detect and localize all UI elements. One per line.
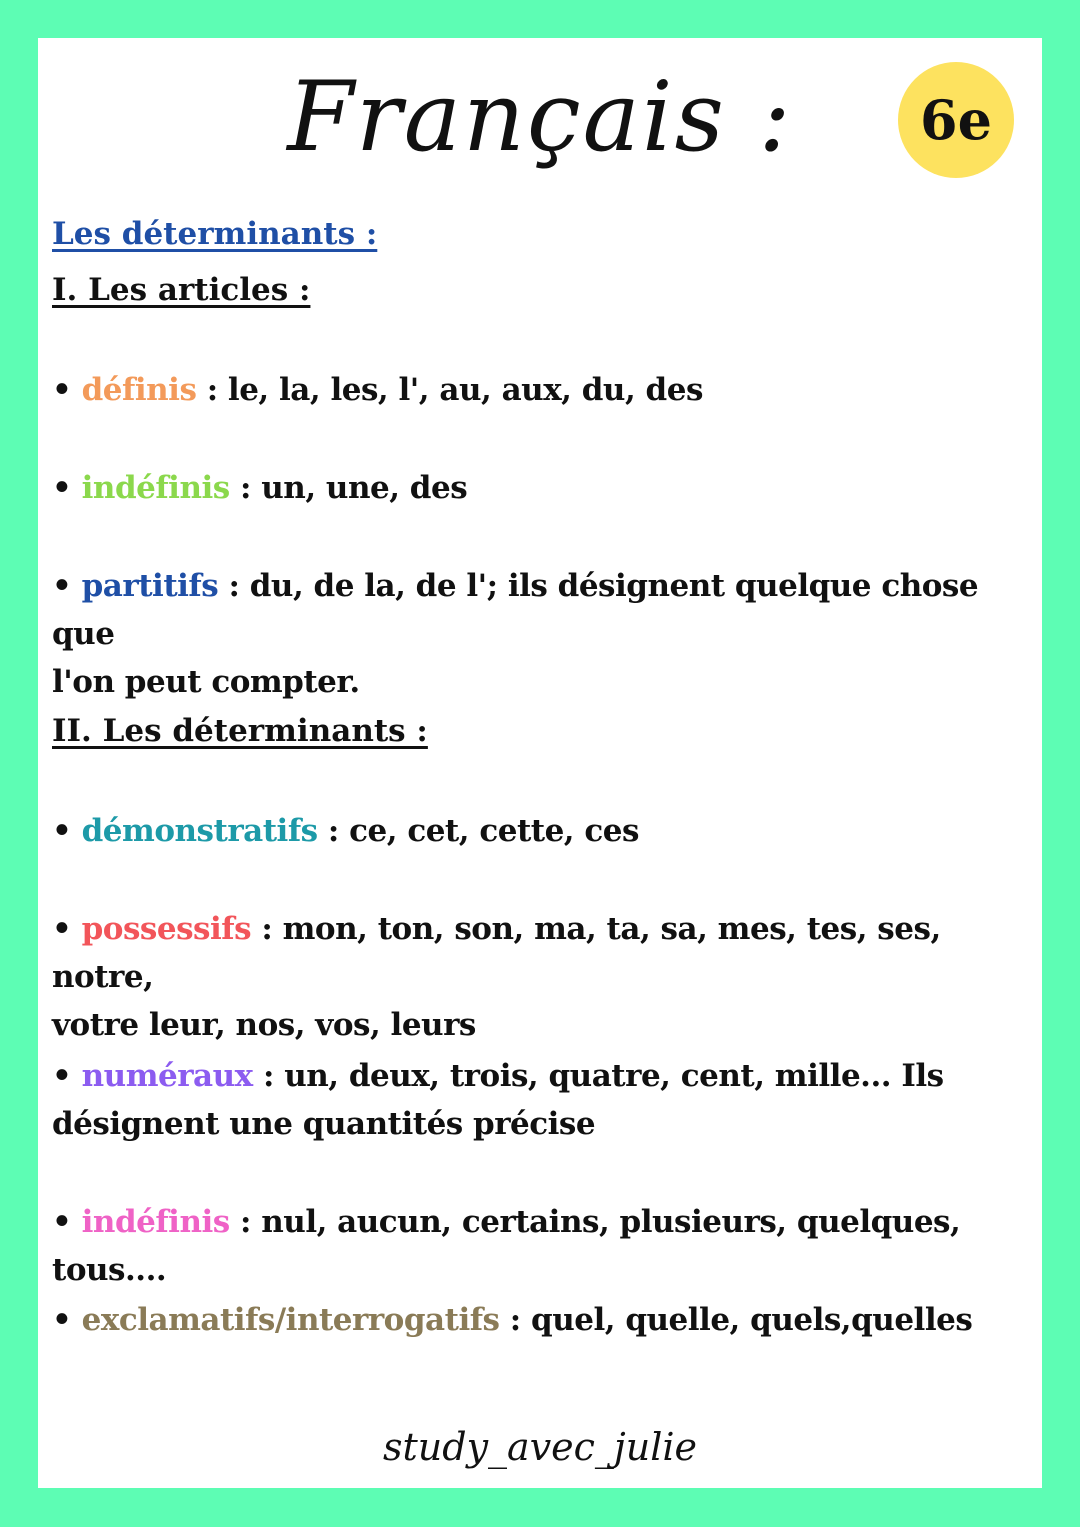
- list-item: [52, 905, 1012, 1049]
- bullet: •: [52, 911, 72, 947]
- section-heading-determinants: II. Les déterminants :: [52, 713, 428, 749]
- item-text: : du, de la, de l'; ils désignent quelque chose que: [52, 568, 979, 652]
- author-signature: study_avec_julie: [383, 1425, 697, 1469]
- item-text-continued: désignent une quantités précise: [52, 1106, 596, 1142]
- term-label: indéfinis: [81, 470, 230, 506]
- item-text-continued: votre leur, nos, vos, leurs: [52, 1007, 476, 1043]
- term-label: démonstratifs: [81, 813, 318, 849]
- list-item: [52, 1296, 1012, 1344]
- term-label: indéfinis: [81, 1204, 230, 1240]
- bullet: •: [52, 470, 72, 506]
- term-label: définis: [81, 372, 197, 408]
- term-label: numéraux: [81, 1058, 253, 1094]
- item-text: : un, deux, trois, quatre, cent, mille... Ils: [252, 1058, 944, 1094]
- bullet: •: [52, 1204, 72, 1240]
- main-heading: Les déterminants :: [52, 216, 378, 252]
- section-heading-articles: I. Les articles :: [52, 272, 311, 308]
- item-text: : ce, cet, cette, ces: [317, 813, 639, 849]
- page-title: Français :: [287, 61, 793, 173]
- bullet: •: [52, 1302, 72, 1338]
- item-text: : mon, ton, son, ma, ta, sa, mes, tes, ses, notre,: [52, 911, 941, 995]
- bullet: •: [52, 568, 72, 604]
- list-item: [52, 366, 1012, 414]
- term-label: possessifs: [81, 911, 252, 947]
- list-item: [52, 1198, 1012, 1294]
- item-text: : quel, quelle, quels,quelles: [499, 1302, 973, 1338]
- list-item: [52, 562, 1012, 706]
- list-item: [52, 807, 1012, 855]
- item-text-continued: l'on peut compter.: [52, 664, 360, 700]
- grade-badge: 6e: [898, 62, 1014, 178]
- list-item: [52, 464, 1012, 512]
- bullet: •: [52, 813, 72, 849]
- term-label: partitifs: [81, 568, 219, 604]
- item-text: : nul, aucun, certains, plusieurs, quelques, tous....: [52, 1204, 961, 1288]
- term-label: exclamatifs/interrogatifs: [81, 1302, 500, 1338]
- list-item: [52, 1052, 1012, 1148]
- item-text: : le, la, les, l', au, aux, du, des: [196, 372, 703, 408]
- item-text: : un, une, des: [229, 470, 468, 506]
- bullet: •: [52, 372, 72, 408]
- bullet: •: [52, 1058, 72, 1094]
